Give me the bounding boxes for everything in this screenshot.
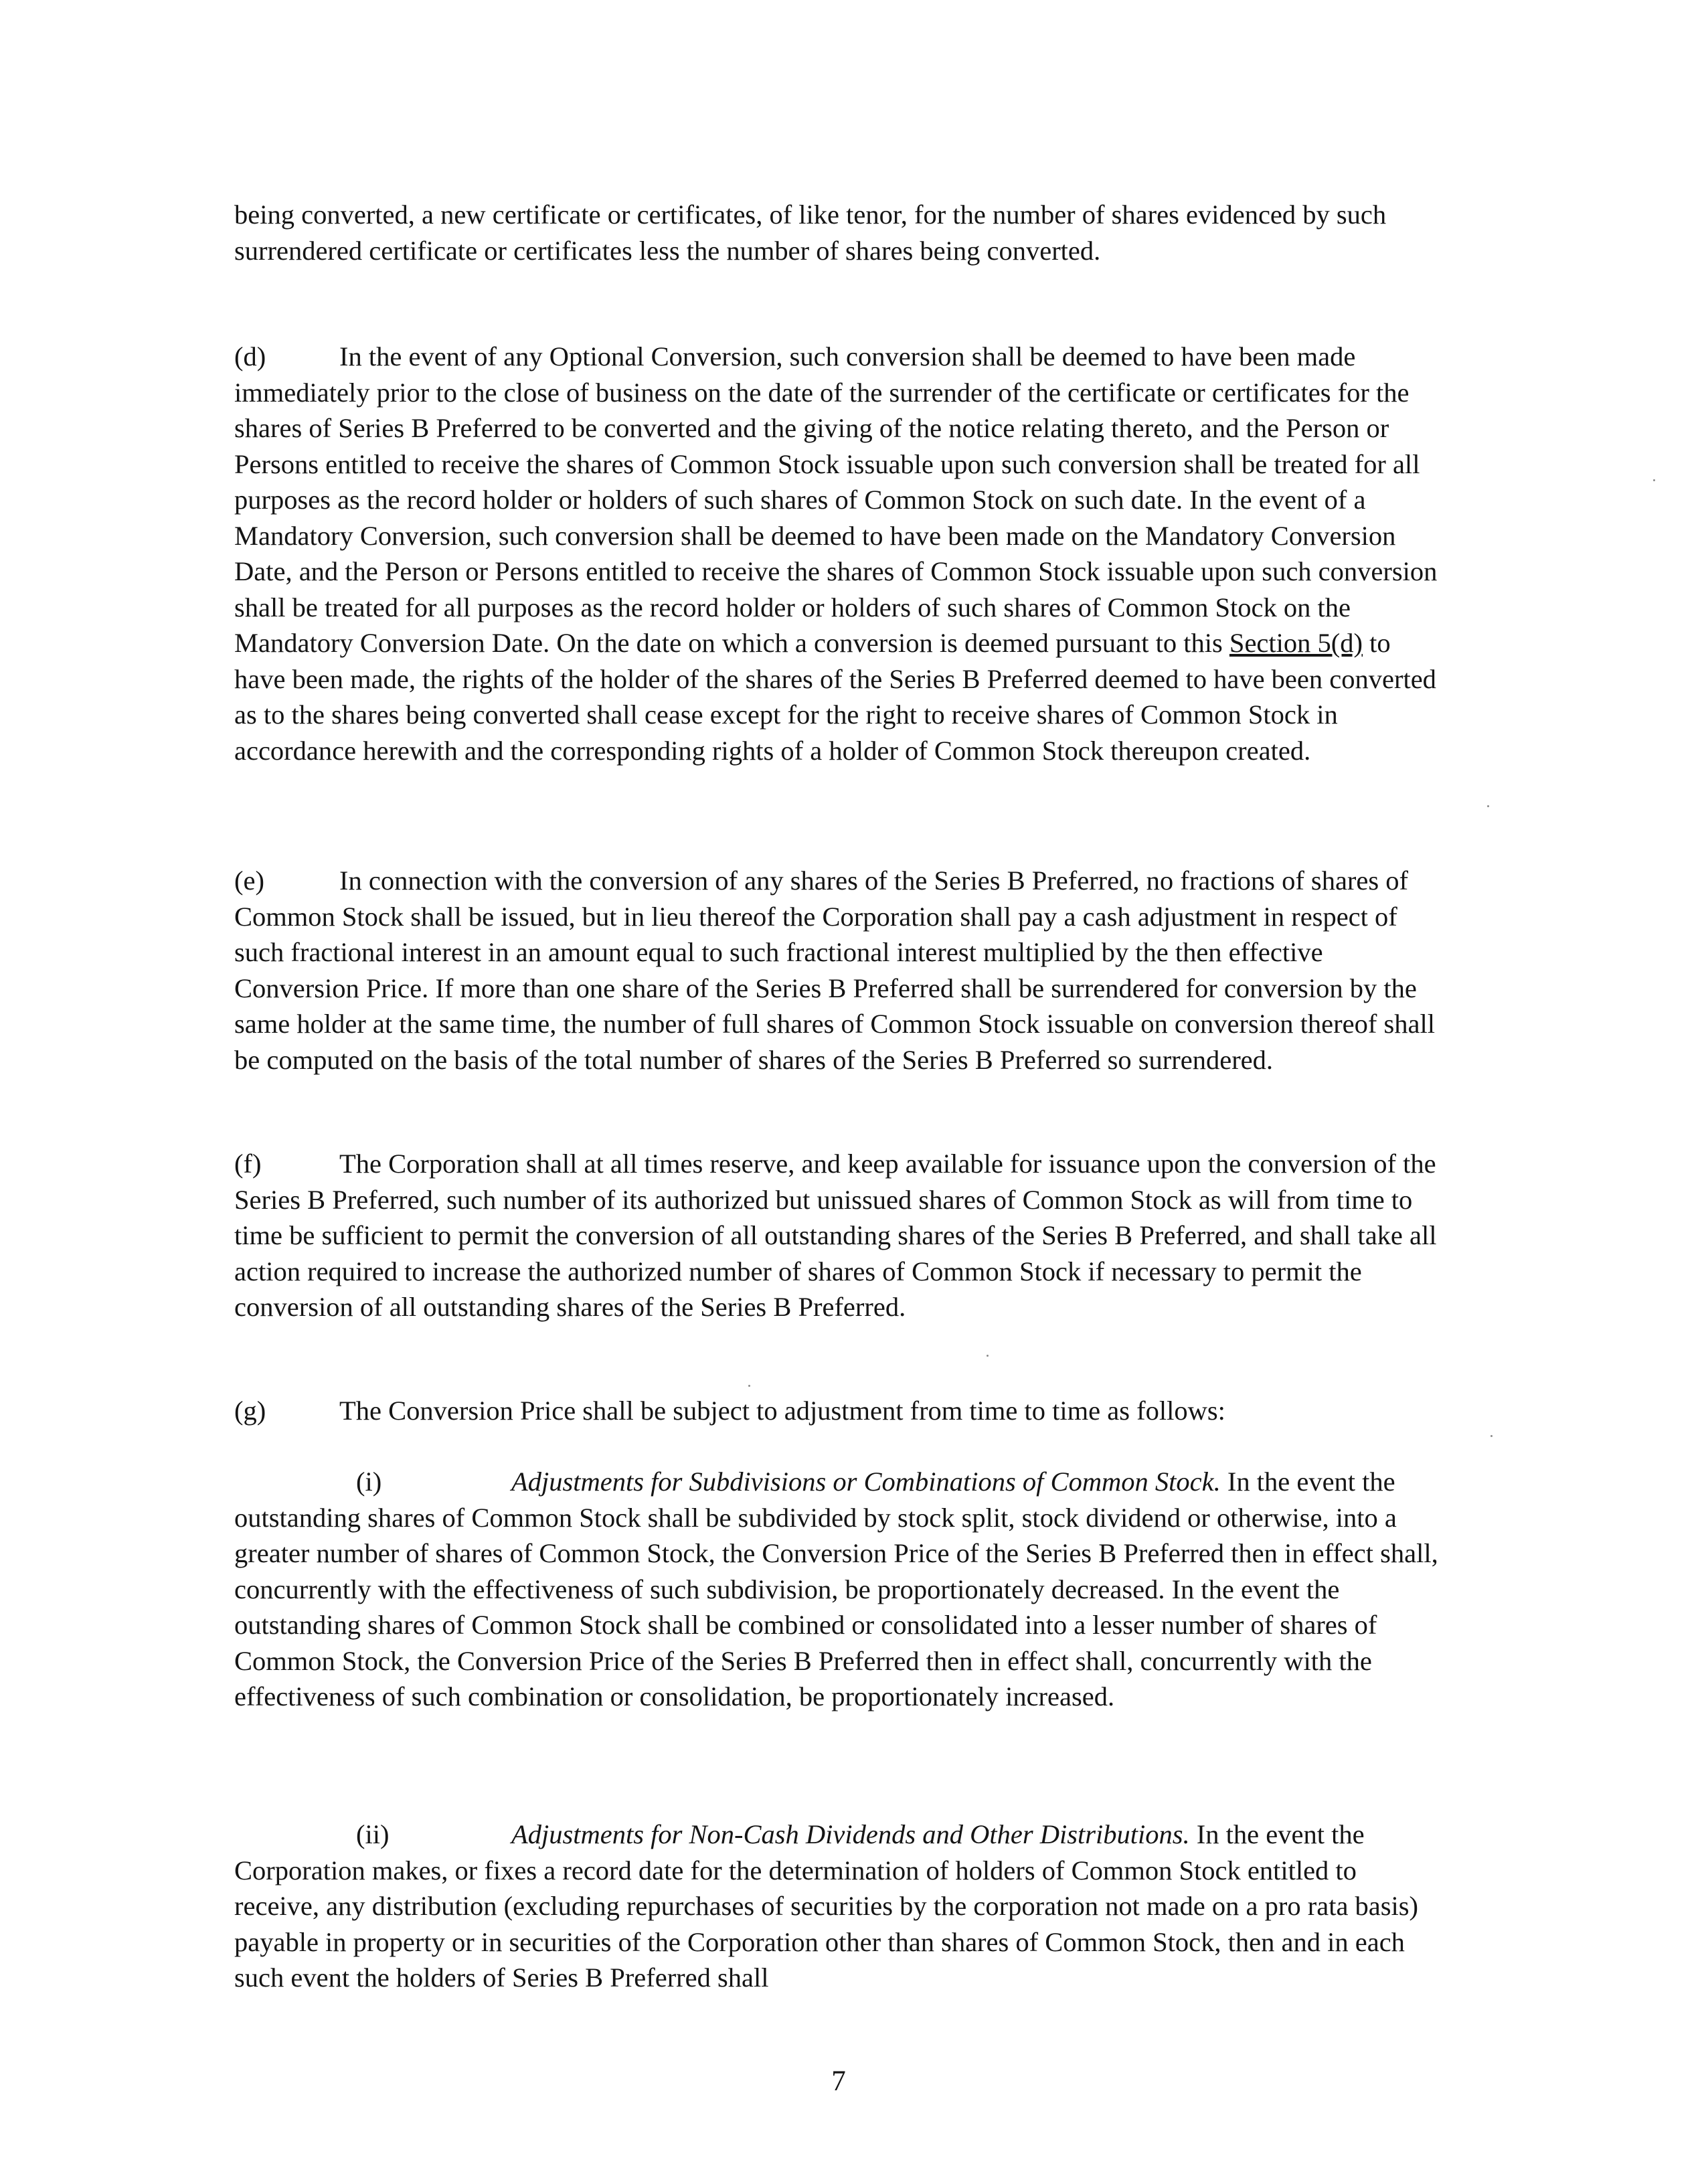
paragraph-e-text: In connection with the conversion of any shares of the Series B Preferred, no fractions of shares of Common Stock shall be issued, but in lieu thereof the Corporation shall pay a cash adjustment in respect of such fractional interest in an amount equal to such fractional interest multiplied by the then effective Conversion Price. If more than one share of the Series B Preferred shall be surrendered for conversion by the same holder at the same time, the number of full shares of Common Stock issuable on conversion thereof shall be computed on the basis of the total number of shares of the Series B Preferred so surrendered. <box>234 865 1435 1075</box>
carryover-text: being converted, a new certificate or certificates, of like tenor, for the number of shares evidenced by such surrendered certificate or certificates less the number of shares being converted. <box>234 199 1387 266</box>
paragraph-d-text-after-ref: to have been made, the rights of the holder of the shares of the Series B Preferred deemed to have been converted as to the shares being converted shall cease except for the right to receive shares of Common Stock in accordance herewith and the corresponding rights of a holder of Common Stock thereupon created. <box>234 628 1436 766</box>
subparagraph-ii <box>234 1817 1446 1996</box>
subparagraph-i <box>234 1464 1446 1715</box>
section-reference: Section 5(d) <box>1229 628 1363 658</box>
paragraph-g-label: (g) <box>234 1396 266 1426</box>
subparagraph-ii-text: In the event the Corporation makes, or fixes a record date for the determination of holders of Common Stock entitled to receive, any distribution (excluding repurchases of securities by the corporation not made on a pro rata basis) payable in property or in securities of the Corporation other than shares of Common Stock, then and in each such event the holders of Series B Preferred shall <box>234 1819 1419 1993</box>
paragraph-f <box>234 1146 1446 1325</box>
subparagraph-i-label: (i) <box>356 1466 382 1497</box>
scan-speck <box>748 1385 750 1387</box>
paragraph-d-text-before-ref: In the event of any Optional Conversion, such conversion shall be deemed to have been made immediately prior to the close of business on the date of the surrender of the certificate or certificates for the shares of Series B Preferred to be converted and the giving of the notice relating thereto, and the Person or Persons entitled to receive the shares of Common Stock issuable upon such conversion shall be treated for all purposes as the record holder or holders of such shares of Common Stock on such date. In the event of a Mandatory Conversion, such conversion shall be deemed to have been made on the Mandatory Conversion Date, and the Person or Persons entitled to receive the shares of Common Stock issuable upon such conversion shall be treated for all purposes as the record holder or holders of such shares of Common Stock on the Mandatory Conversion Date. On the date on which a conversion is deemed pursuant to this <box>234 341 1438 658</box>
scan-speck <box>1653 479 1655 481</box>
paragraph-e <box>234 863 1446 1078</box>
scan-speck <box>1487 805 1489 807</box>
page-number: 7 <box>831 2066 846 2097</box>
subparagraph-ii-label: (ii) <box>356 1819 390 1849</box>
scan-speck <box>1490 1435 1493 1437</box>
paragraph-g-text: The Conversion Price shall be subject to adjustment from time to time as follows: <box>339 1396 1225 1426</box>
subparagraph-i-text: In the event the outstanding shares of Common Stock shall be subdivided by stock split, stock dividend or otherwise, into a greater number of shares of Common Stock, the Conversion Price of the Series B Preferred then in effect shall, concurrently with the effectiveness of such subdivision, be proportionately decreased. In the event the outstanding shares of Common Stock shall be combined or consolidated into a lesser number of shares of Common Stock, the Conversion Price of the Series B Preferred then in effect shall, concurrently with the effectiveness of such combination or consolidation, be proportionately increased. <box>234 1466 1438 1711</box>
paragraph-f-text: The Corporation shall at all times reserve, and keep available for issuance upon the conversion of the Series B Preferred, such number of its authorized but unissued shares of Common Stock as will from time to time be sufficient to permit the conversion of all outstanding shares of the Series B Preferred, and shall take all action required to increase the authorized number of shares of Common Stock if necessary to permit the conversion of all outstanding shares of the Series B Preferred. <box>234 1149 1437 1322</box>
paragraph-f-label: (f) <box>234 1149 262 1179</box>
subparagraph-i-heading: Adjustments for Subdivisions or Combinations of Common Stock. <box>511 1466 1221 1497</box>
paragraph-d-label: (d) <box>234 341 266 371</box>
subparagraph-ii-heading: Adjustments for Non-Cash Dividends and Other Distributions. <box>511 1819 1190 1849</box>
paragraph-g <box>234 1393 1446 1429</box>
paragraph-e-label: (e) <box>234 865 264 896</box>
scan-speck <box>987 1355 989 1357</box>
paragraph-d <box>234 339 1446 768</box>
carryover-paragraph <box>234 197 1446 268</box>
